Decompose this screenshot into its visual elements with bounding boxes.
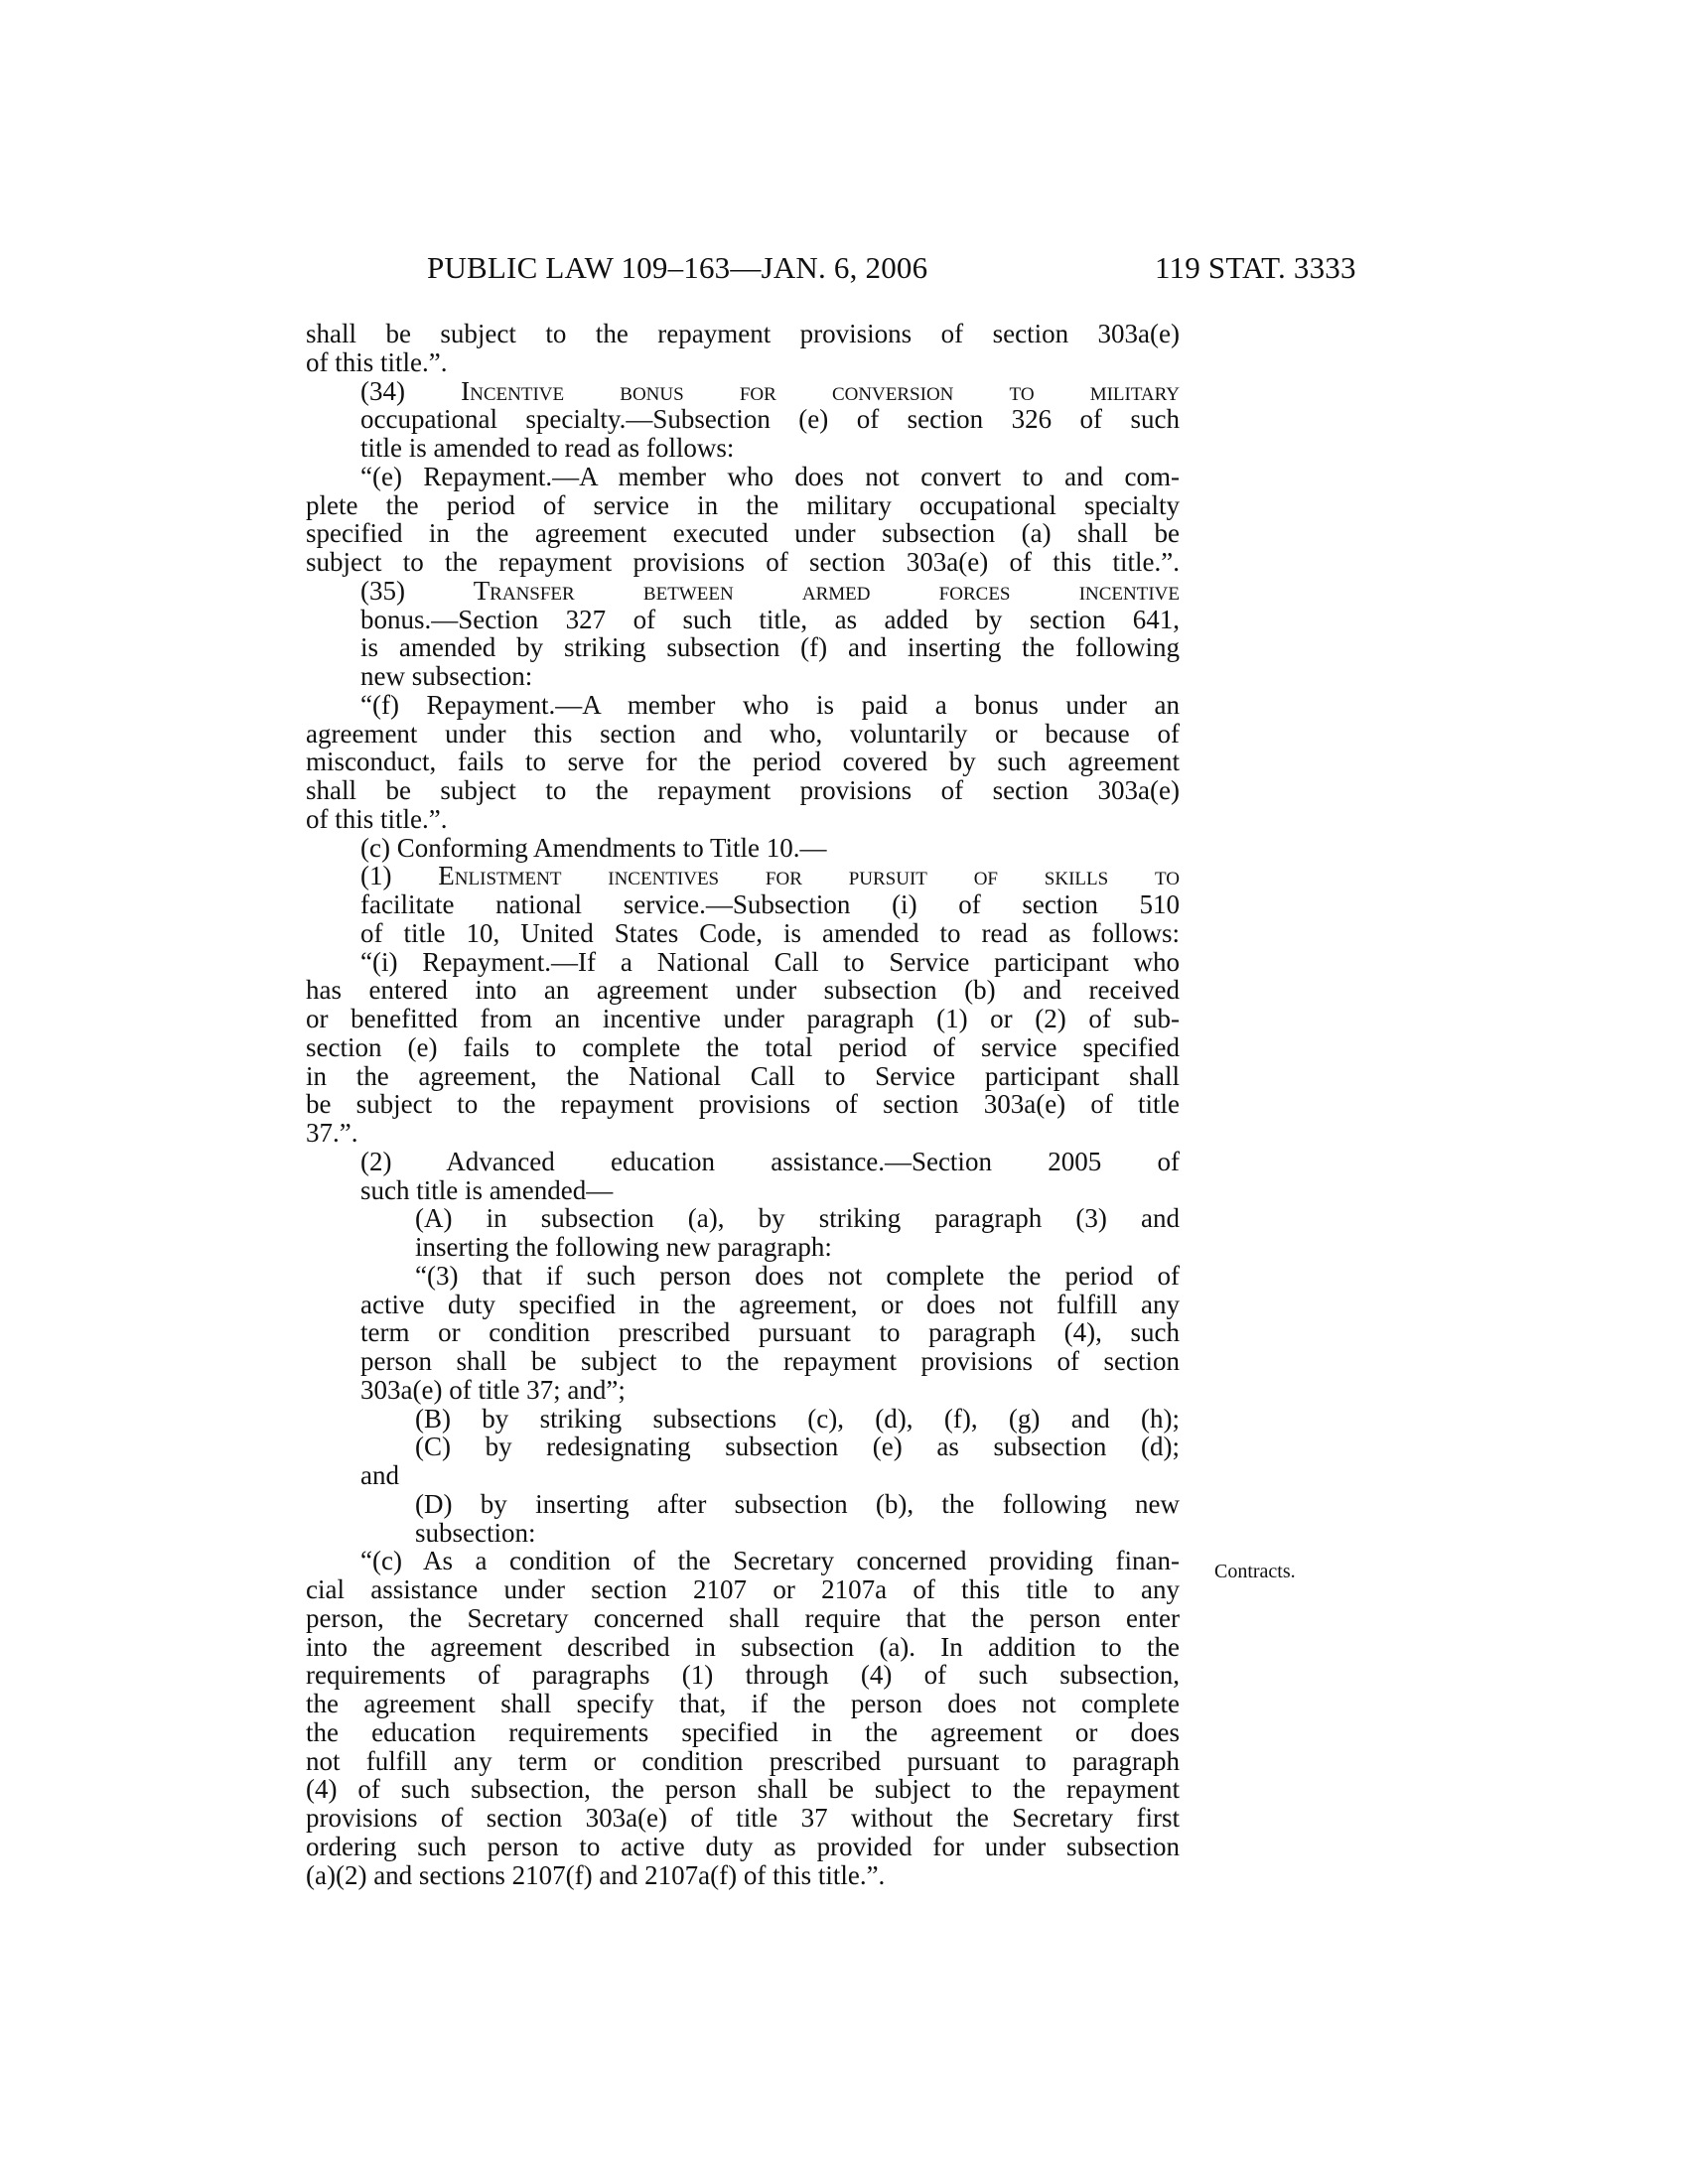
text-line: (1) Enlistment incentives for pursuit of skills to [360,861,1180,891]
text-line: shall be subject to the repayment provisions of section 303a(e) [306,775,1180,805]
text-line: agreement under this section and who, voluntarily or because of [306,718,1180,749]
text-line: “(i) Repayment.—If a National Call to Service participant who [360,946,1180,977]
text-line: of this title.”. [306,803,448,834]
text-line: (2) Advanced education assistance.—Section 2005 of [360,1146,1180,1176]
text-line: “(c) As a condition of the Secretary concerned providing finan- [360,1546,1180,1576]
statute-citation: 119 STAT. 3333 [1155,250,1356,285]
text-line: is amended by striking subsection (f) and inserting the following [360,632,1180,663]
text-line: or benefitted from an incentive under paragraph (1) or (2) of sub- [306,1004,1180,1033]
text-line: be subject to the repayment provisions of section 303a(e) of title [306,1089,1180,1120]
text-line: subsection: [415,1517,536,1548]
text-line: provisions of section 303a(e) of title 37 without the Secretary first [306,1803,1180,1833]
text-line: plete the period of service in the military occupational specialty [306,489,1180,520]
page-title: PUBLIC LAW 109–163—JAN. 6, 2006 [427,250,928,285]
text-line: (B) by striking subsections (c), (d), (f), (g) and (h); [415,1403,1180,1433]
text-line: bonus.—Section 327 of such title, as added by section 641, [360,604,1180,634]
text-line: 303a(e) of title 37; and”; [360,1374,626,1405]
text-line: has entered into an agreement under subsection (b) and received [306,975,1180,1006]
body-text [306,320,1180,1889]
text-line: (D) by inserting after subsection (b), the following new [415,1488,1180,1519]
text-line: and [360,1460,399,1490]
text-line: (a)(2) and sections 2107(f) and 2107a(f) of this title.”. [306,1859,886,1890]
text-line: subject to the repayment provisions of section 303a(e) of this title.”. [306,547,1180,577]
text-line: such title is amended— [360,1174,614,1205]
text-line: person, the Secretary concerned shall require that the person enter [306,1602,1180,1633]
text-line: of this title.”. [306,346,448,377]
text-line: occupational specialty.—Subsection (e) of section 326 of such [360,404,1180,435]
text-line: new subsection: [360,661,533,691]
text-line: into the agreement described in subsection (a). In addition to the [306,1631,1180,1662]
text-line: shall be subject to the repayment provisions of section 303a(e) [306,319,1180,348]
text-line: (35) Transfer between armed forces incentive [360,575,1180,606]
margin-note: Contracts. [1214,1561,1296,1582]
text-line: title is amended to read as follows: [360,433,735,463]
text-line: not fulfill any term or condition prescribed pursuant to paragraph [306,1745,1180,1776]
text-line: (A) in subsection (a), by striking paragraph (3) and [415,1203,1180,1234]
text-line: requirements of paragraphs (1) through (4) of such subsection, [306,1660,1180,1691]
text-line: in the agreement, the National Call to Service participant shall [306,1060,1180,1091]
text-line: the agreement shall specify that, if the person does not complete [306,1689,1180,1718]
text-line: (4) of such subsection, the person shall be subject to the repayment [306,1774,1180,1805]
text-line: term or condition prescribed pursuant to paragraph (4), such [360,1317,1180,1348]
text-line: cial assistance under section 2107 or 2107a of this title to any [306,1574,1180,1604]
text-line: (C) by redesignating subsection (e) as subsection (d); [415,1432,1180,1462]
text-line: specified in the agreement executed under subsection (a) shall be [306,518,1180,549]
text-line: “(e) Repayment.—A member who does not convert to and com- [360,461,1180,491]
text-line: active duty specified in the agreement, or does not fulfill any [360,1289,1180,1319]
text-line: ordering such person to active duty as provided for under subsection [306,1831,1180,1861]
text-line: (c) Conforming Amendments to Title 10.— [360,832,827,863]
text-line: misconduct, fails to serve for the period covered by such agreement [306,747,1180,777]
text-line: of title 10, United States Code, is amended to read as follows: [360,917,1180,948]
text-line: facilitate national service.—Subsection (i) of section 510 [360,889,1180,919]
text-line: section (e) fails to complete the total period of service specified [306,1031,1180,1062]
page-header [0,250,1688,290]
text-line: the education requirements specified in the agreement or does [306,1716,1180,1747]
text-line: (34) Incentive bonus for conversion to military [360,375,1180,406]
text-line: “(f) Repayment.—A member who is paid a bonus under an [360,689,1180,720]
text-line: 37.”. [306,1118,358,1148]
text-line: “(3) that if such person does not complete the period of [415,1260,1180,1291]
text-line: person shall be subject to the repayment provisions of section [360,1346,1180,1376]
text-line: inserting the following new paragraph: [415,1232,832,1262]
